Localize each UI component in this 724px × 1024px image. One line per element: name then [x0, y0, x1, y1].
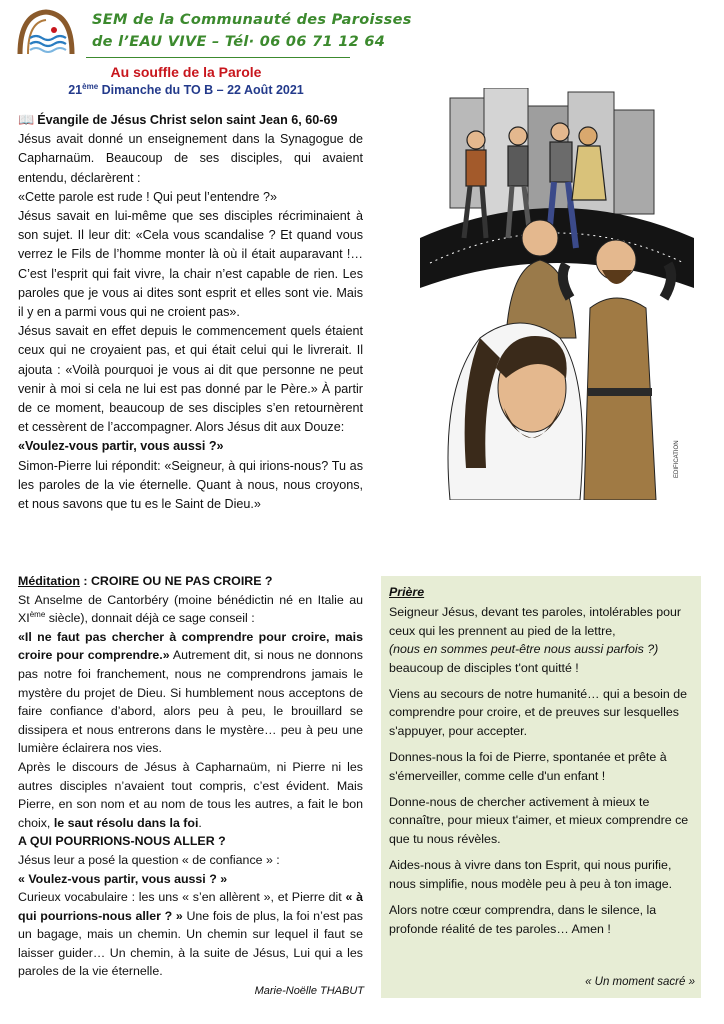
- page-title: Au souffle de la Parole: [110, 64, 262, 80]
- gospel-paragraph: Jésus savait en effet depuis le commencement quels étaient ceux qui ne croyaient pas, et qui était celui qui le livrerait. Il ajouta : «Voilà pourquoi je vous ai dit que personne ne peut venir à moi si cela ne lui est pas donné par le Père.» À partir de ce moment, beaucoup de ses disciples s’en retournèrent et cessèrent de l’accompagner. Alors Jésus dit aux Douze:: [18, 324, 363, 435]
- gospel-illustration: [420, 88, 694, 500]
- header-line-2: de l’EAU VIVE – Tél· 06 06 71 12 64: [92, 34, 386, 50]
- meditation-heading: Méditation : CROIRE OU NE PAS CROIRE ?: [18, 574, 273, 588]
- meditation-paragraph: St Anselme de Cantorbéry (moine bénédictin né en Italie au XIème siècle), donnait déjà ce sage conseil :: [18, 592, 363, 626]
- meditation-paragraph: Après le discours de Jésus à Capharnaüm, ni Pierre ni les autres disciples n’avaient tout compris, c’est évident. Mais Pierre, en son nom et au nom de tous les autres, a fait le bon choix, le saut résolu dans la foi.: [18, 759, 363, 830]
- prayer-title: Prière: [389, 585, 425, 599]
- meditation-paragraph: Jésus leur a posé la question « de confiance » :: [18, 852, 280, 867]
- gospel-paragraph: Simon-Pierre lui répondit: «Seigneur, à qui irions-nous? Tu as les paroles de la vie éternelle. Quant à nous, nous croyons, et nous savons que tu es le Saint de Dieu.»: [18, 458, 363, 512]
- meditation-paragraph: Curieux vocabulaire : les uns « s’en allèrent », et Pierre dit « à qui pourrions-nous aller ? » Une fois de plus, la foi n’est pas un bagage, mais un chemin. Un chemin sur lequel il faut se laisser guider… Un chemin, à la suite de Jésus, Lui qui a les paroles de la vie éternelle.: [18, 890, 363, 979]
- header-line-1: SEM de la Communauté des Paroisses: [92, 12, 412, 28]
- book-icon: 📖: [18, 112, 35, 127]
- gospel-section: [18, 110, 363, 514]
- prayer-stanza: Aides-nous à vivre dans ton Esprit, qui nous purifie, nous simplifie, nous modèle peu à peu à ton image.: [389, 858, 673, 891]
- svg-text:EDIFICATION: EDIFICATION: [674, 440, 680, 478]
- meditation-section: [18, 572, 363, 981]
- gospel-heading: 📖 Évangile de Jésus Christ selon saint Jean 6, 60-69: [18, 112, 338, 127]
- meditation-paragraph: «Il ne faut pas chercher à comprendre pour croire, mais croire pour comprendre.» Autrement dit, si nous ne donnons pas notre foi franchement, nous ne comprendrons jamais le mystère du projet de Dieu. Si humblement nous acceptons de faire confiance d’abord, alors peu à peu, le brouillard se dissipera et nous entrerons dans le mystère… peu à peu une lumière éclairera nos vies.: [18, 629, 364, 756]
- gospel-paragraph: Jésus savait en lui-même que ses disciples récriminaient à son sujet. Il leur dit: «Cela vous scandalise ? Et quand vous verrez le Fils de l’homme monter là où il était auparavant !… C’est l’esprit qui fait vivre, la chair n’est capable de rien. Les paroles que je vous ai dites sont esprit et elles sont vie. Mais il y en a parmi vous qui ne croient pas».: [18, 209, 363, 320]
- prayer-stanza: Viens au secours de notre humanité… qui a besoin de comprendre pour croire, et de preuves sur lesquelles s'appuyer, pour accepter.: [389, 687, 688, 738]
- gospel-paragraph: Jésus avait donné un enseignement dans la Synagogue de Capharnaüm. Beaucoup de ses disciples, qui avaient entendu, déclarèrent :: [18, 132, 363, 185]
- gospel-paragraph: «Cette parole est rude ! Qui peut l’entendre ?»: [18, 189, 278, 204]
- header-divider: [86, 57, 350, 58]
- meditation-subheading: A QUI POURRIONS-NOUS ALLER ?: [18, 834, 226, 849]
- page-subtitle: 21ème Dimanche du TO B – 22 Août 2021: [68, 82, 304, 98]
- prayer-stanza: Seigneur Jésus, devant tes paroles, intolérables pour ceux qui les prennent au pied de la lettre, (nous en sommes peut-être nous aussi parfois ?) beaucoup de disciples t'ont quitté !: [389, 605, 682, 675]
- author-signature: Marie-Noëlle THABUT: [254, 985, 364, 997]
- gospel-quote: «Voulez-vous partir, vous aussi ?»: [18, 439, 224, 454]
- prayer-box: [381, 576, 701, 998]
- prayer-stanza: Alors notre cœur comprendra, dans le silence, la profonde réalité de tes paroles… Amen !: [389, 903, 657, 936]
- prayer-source: « Un moment sacré »: [585, 975, 695, 988]
- parish-logo: [14, 8, 78, 58]
- prayer-stanza: Donne-nous de chercher activement à mieux te connaître, pour mieux t'aimer, et mieux comprendre ce que tu nous révèles.: [389, 795, 689, 846]
- meditation-quote: « Voulez-vous partir, vous aussi ? »: [18, 871, 228, 886]
- prayer-stanza: Donnes-nous la foi de Pierre, spontanée et prête à s'émerveiller, comme celle d'un enfant !: [389, 750, 667, 783]
